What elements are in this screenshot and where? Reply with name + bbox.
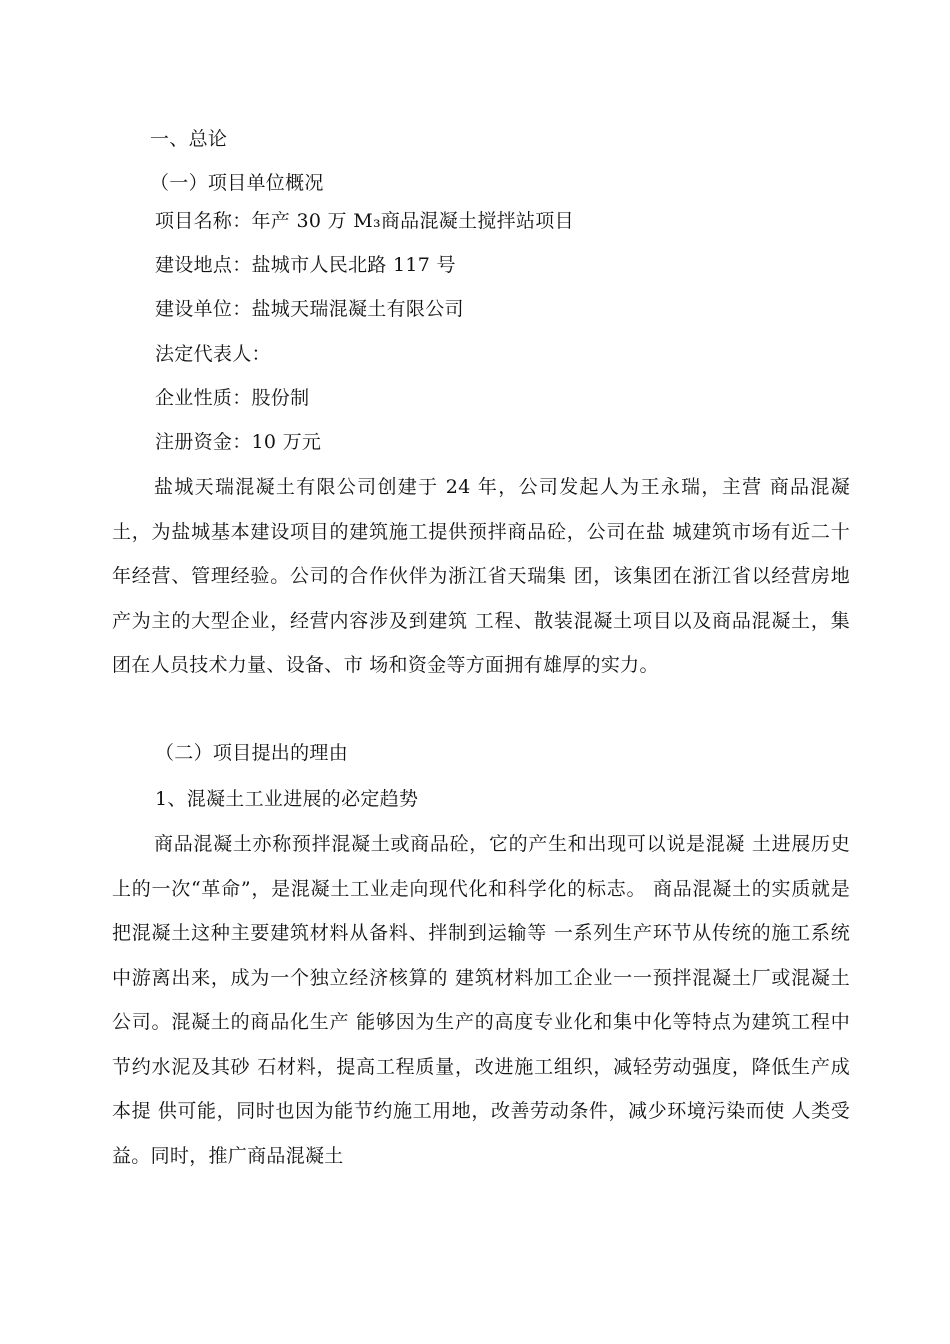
registered-capital-line: 注册资金：10 万元: [155, 431, 322, 453]
subsection-heading-project-unit: （一）项目单位概况: [150, 172, 324, 194]
project-name-line: 项目名称：年产 30 万 M₃商品混凝土搅拌站项目: [155, 210, 574, 232]
enterprise-nature-line: 企业性质：股份制: [155, 387, 310, 409]
subsection-heading-project-reasons: （二）项目提出的理由: [155, 742, 349, 764]
construction-location-line: 建设地点：盐城市人民北路 117 号: [155, 254, 456, 276]
company-profile-paragraph: 盐城天瑞混凝土有限公司创建于 24 年，公司发起人为王永瑞，主营 商品混凝土，为盐城基本建设项目的建筑施工提供预拌商品砼，公司在盐 城建筑市场有近二十年经营、管理经验。公司的合作伙伴为浙江省天瑞集 团，该集团在浙江省以经营房地产为主的大型企业，经营内容涉及到建筑 工程、散装混凝土项目以及商品混凝土，集团在人员技术力量、设备、市 场和资金等方面拥有雄厚的实力。: [112, 476, 850, 676]
point-heading-industry-trend: 1、混凝土工业进展的必定趋势: [155, 788, 419, 810]
construction-unit-line: 建设单位：盐城天瑞混凝土有限公司: [155, 298, 464, 320]
section-heading: 一、总论: [150, 128, 228, 150]
legal-representative-line: 法定代表人：: [155, 343, 271, 365]
industry-trend-paragraph: 商品混凝土亦称预拌混凝土或商品砼，它的产生和出现可以说是混凝 土进展历史上的一次“革命”，是混凝土工业走向现代化和科学化的标志。 商品混凝土的实质就是把混凝土这种主要建筑材料从备料、拌制到运输等 一系列生产环节从传统的施工系统中游离出来，成为一个独立经济核算的 建筑材料加工企业一一预拌混凝土厂或混凝土公司。混凝土的商品化生产 能够因为生产的高度专业化和集中化等特点为建筑工程中节约水泥及其砂 石材料，提高工程质量，改进施工组织，减轻劳动强度，降低生产成本提 供可能，同时也因为能节约施工用地，改善劳动条件，减少环境污染而使 人类受益。同时，推广商品混凝土: [112, 833, 850, 1167]
